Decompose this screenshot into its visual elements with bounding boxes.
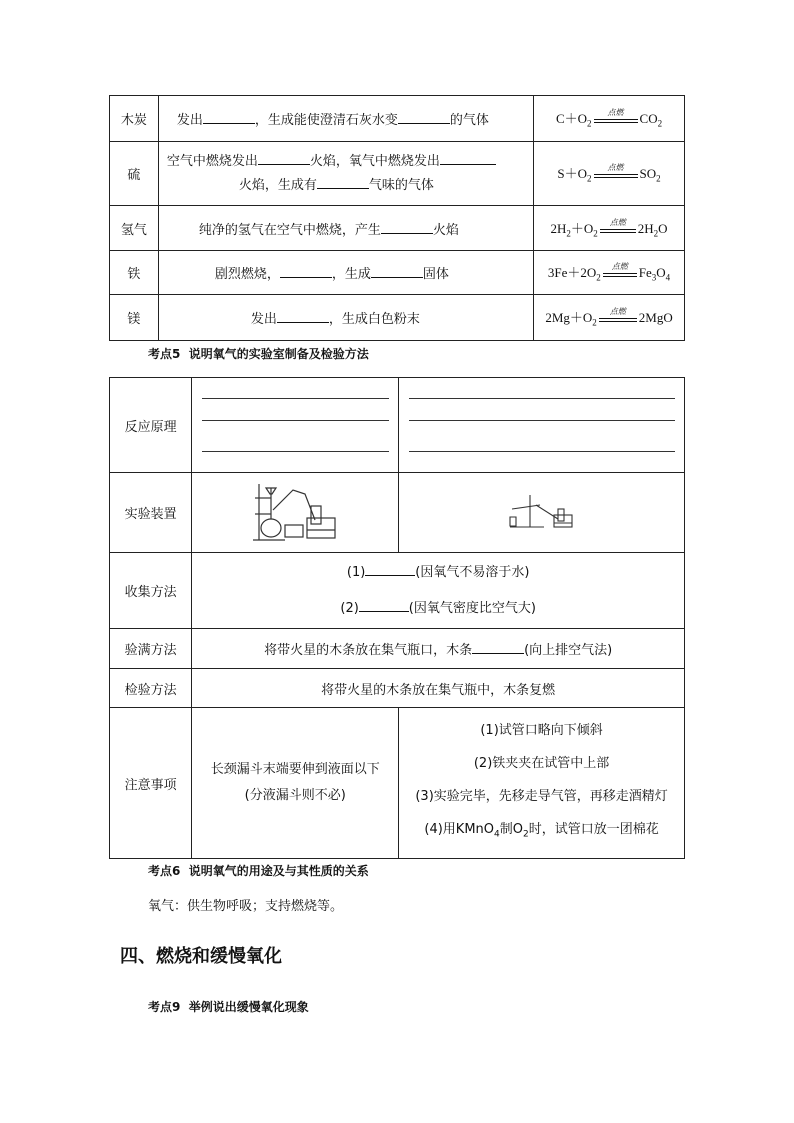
equation: $2H_2+O_2$ 点燃 $2H_2O$ bbox=[534, 206, 685, 251]
notes-left: 长颈漏斗末端要伸到液面以下 (分液漏斗则不必) bbox=[192, 708, 399, 859]
equation: $3Fe+2O_2$ 点燃 $Fe_3O_4$ bbox=[534, 251, 685, 295]
table-row bbox=[110, 708, 685, 859]
full-check-label: 验满方法 bbox=[110, 629, 192, 669]
principle-label: 反应原理 bbox=[110, 378, 192, 473]
substance-name: 硫 bbox=[110, 142, 159, 206]
substance-name: 铁 bbox=[110, 251, 159, 295]
reaction-arrow: 点燃 bbox=[600, 223, 636, 237]
phenomenon-text: 空气中燃烧发出 火焰，氧气中燃烧发出 火焰，生成有 气味的气体 bbox=[158, 142, 533, 206]
reaction-arrow: 点燃 bbox=[594, 113, 638, 127]
flask-apparatus-icon bbox=[245, 480, 345, 542]
notes-right: (1)试管口略向下倾斜 (2)铁夹夹在试管中上部 (3)实验完毕，先移走导气管，再移走酒精灯 (4)用KMnO$_4$制$O_2$时，试管口放一团棉花 bbox=[399, 708, 685, 859]
table-row bbox=[110, 251, 685, 295]
equation: $2Mg+O_2$ 点燃 2MgO bbox=[534, 295, 685, 341]
substance-name: 镁 bbox=[110, 295, 159, 341]
phenomenon-text: 剧烈燃烧， ，生成 固体 bbox=[158, 251, 533, 295]
kaodian-6-heading: 考点6 说明氧气的用途及与其性质的关系 bbox=[148, 864, 369, 878]
principle-blank-left bbox=[192, 378, 399, 473]
table-row bbox=[110, 378, 685, 473]
kaodian-5-heading: 考点5 说明氧气的实验室制备及检验方法 bbox=[148, 347, 369, 361]
notes-label: 注意事项 bbox=[110, 708, 192, 859]
oxygen-use-text: 氧气：供生物呼吸；支持燃烧等。 bbox=[148, 899, 344, 914]
table-row bbox=[110, 295, 685, 341]
table-row bbox=[110, 96, 685, 142]
reaction-arrow: 点燃 bbox=[594, 168, 638, 182]
table-row bbox=[110, 553, 685, 629]
oxygen-preparation-table bbox=[109, 377, 685, 859]
table-row bbox=[110, 669, 685, 708]
table-row bbox=[110, 142, 685, 206]
collect-methods: (1) (因氧气不易溶于水) (2) (因氧气密度比空气大) bbox=[192, 553, 685, 629]
full-check-text: 将带火星的木条放在集气瓶口，木条 (向上排空气法) bbox=[192, 629, 685, 669]
table-row bbox=[110, 206, 685, 251]
substance-name: 木炭 bbox=[110, 96, 159, 142]
equation: $S+O_2$ 点燃 $SO_2$ bbox=[534, 142, 685, 206]
substance-name: 氢气 bbox=[110, 206, 159, 251]
phenomenon-text: 纯净的氢气在空气中燃烧，产生 火焰 bbox=[158, 206, 533, 251]
section-title: 四、燃烧和缓慢氧化 bbox=[120, 946, 282, 967]
combustion-table bbox=[109, 95, 685, 341]
table-row bbox=[110, 629, 685, 669]
reaction-arrow: 点燃 bbox=[603, 267, 637, 281]
collect-label: 收集方法 bbox=[110, 553, 192, 629]
kaodian-9-heading: 考点9 举例说出缓慢氧化现象 bbox=[148, 1000, 309, 1014]
apparatus-diagram-left bbox=[192, 473, 399, 553]
test-tube-apparatus-icon bbox=[508, 493, 576, 529]
test-method-text: 将带火星的木条放在集气瓶中，木条复燃 bbox=[192, 669, 685, 708]
equation: $C+O_2$ 点燃 $CO_2$ bbox=[534, 96, 685, 142]
principle-blank-right bbox=[399, 378, 685, 473]
reaction-arrow: 点燃 bbox=[599, 312, 637, 326]
phenomenon-text: 发出 ，生成白色粉末 bbox=[158, 295, 533, 341]
phenomenon-text: 发出 ，生成能使澄清石灰水变 的气体 bbox=[158, 96, 533, 142]
test-method-label: 检验方法 bbox=[110, 669, 192, 708]
table-row bbox=[110, 473, 685, 553]
apparatus-label: 实验装置 bbox=[110, 473, 192, 553]
apparatus-diagram-right bbox=[399, 473, 685, 553]
